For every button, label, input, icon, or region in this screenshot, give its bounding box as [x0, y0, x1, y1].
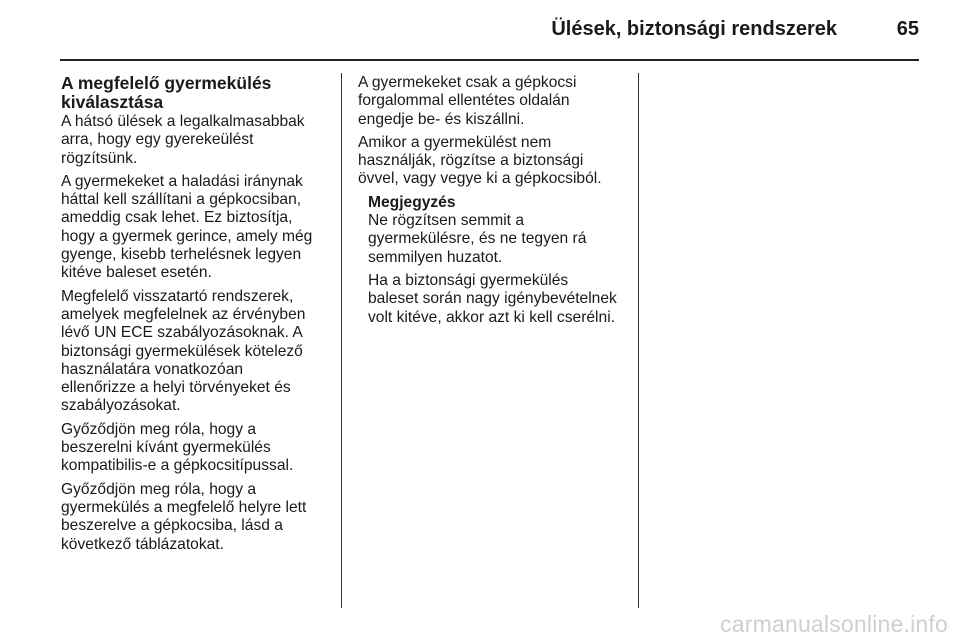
note-box: [368, 194, 628, 327]
column-divider: [638, 73, 639, 608]
left-column: [61, 74, 331, 559]
note-paragraph: Ne rögzítsen semmit a gyermekülésre, és ne tegyen rá semmilyen huzatot.: [368, 212, 587, 266]
paragraph: Győződjön meg róla, hogy a gyermekülés a megfelelő helyre lett beszerelve a gépkocsiba, lásd a következő táblázatokat.: [61, 480, 307, 553]
paragraph: A hátsó ülések a legalkalmasabbak arra, hogy egy gyerekeülést rögzítsünk.: [61, 113, 305, 167]
paragraph: Győződjön meg róla, hogy a beszerelni kívánt gyermekülés kompatibilis-e a gépkocsitípussal.: [61, 420, 294, 475]
paragraph: Megfelelő visszatartó rendszerek, amelyek megfelelnek az érvényben lévő UN ECE szabályozásoknak. A biztonsági gyermekülések kötelező használatára vonatkozóan ellenőrizze a helyi törvényeket és szabályozásokat.: [61, 287, 306, 415]
middle-column: [358, 74, 628, 332]
header-rule: [60, 59, 919, 61]
watermark: carmanualsonline.info: [720, 611, 948, 637]
page-header: [60, 18, 919, 58]
section-heading: A megfelelő gyermekülés kiválasztása: [61, 73, 272, 112]
note-title: Megjegyzés: [368, 193, 456, 211]
paragraph: A gyermekeket csak a gépkocsi forgalommal ellentétes oldalán engedje be- és kiszállni.: [358, 74, 577, 128]
paragraph: A gyermekeket a haladási iránynak háttal kell szállítani a gépkocsiban, ameddig csak lehet. Ez biztosítja, hogy a gyermek gerince, amely még gyenge, kisebb terhelésnek legyen kitéve baleset esetén.: [61, 172, 313, 282]
paragraph: Amikor a gyermekülést nem használják, rögzítse a biztonsági övvel, vagy vegye ki a gépkocsiból.: [358, 133, 602, 188]
page-number: 65: [896, 18, 919, 40]
page-title: Ülések, biztonsági rendszerek: [551, 18, 837, 40]
note-paragraph: Ha a biztonsági gyermekülés baleset során nagy igénybevételnek volt kitéve, akkor azt ki kell cserélni.: [368, 271, 617, 326]
column-divider: [341, 73, 342, 608]
